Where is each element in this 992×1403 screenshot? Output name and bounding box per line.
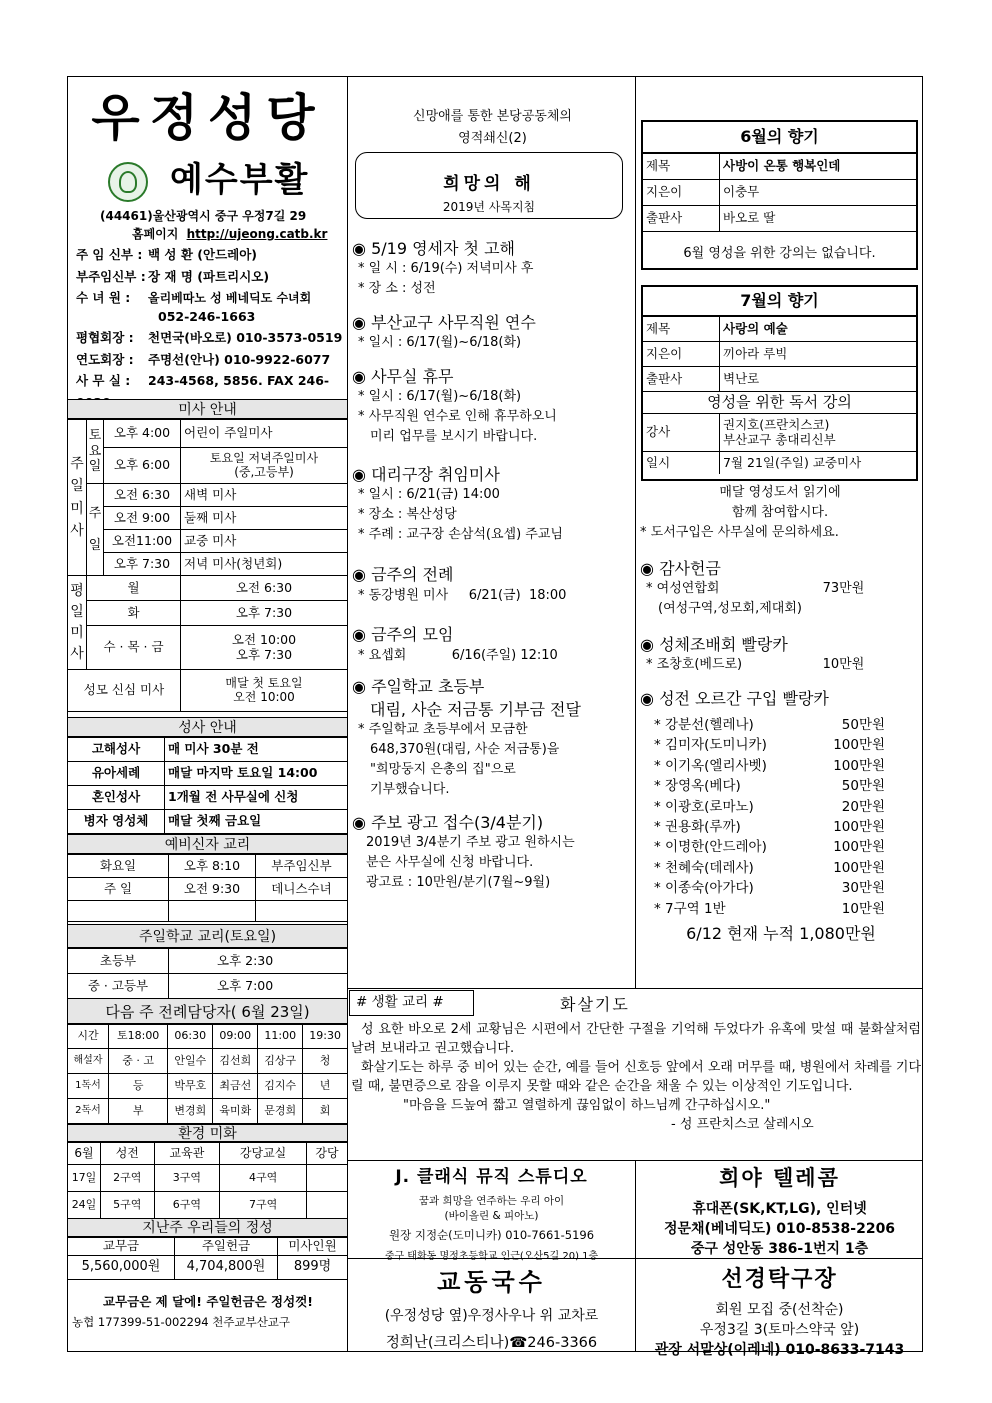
- book-value: 끼아라 루빅: [720, 342, 917, 367]
- donor-name: 이광호(로마노): [665, 798, 754, 815]
- donor-name: 김미자(도미니카): [665, 737, 767, 754]
- bullet-icon: ◉: [352, 239, 366, 258]
- offering-header: 지난주 우리들의 정성: [67, 1218, 348, 1237]
- notice-item: ◉ 5/19 영세자 첫 고해 * 일 시 : 6/19(수) 저녁미사 후 * 장 소 : 성전: [352, 239, 534, 296]
- july-table: [643, 316, 916, 474]
- mass-time: 오전11:00: [104, 530, 181, 553]
- offering-value: 5,560,000원: [68, 1256, 175, 1280]
- sundayschool-header: 주일학교 교리(토요일): [67, 924, 348, 948]
- divider-right: [635, 76, 636, 988]
- july-title: 7월의 향기: [643, 287, 916, 316]
- june-table: [643, 153, 916, 232]
- liturgy-col: 시간: [68, 1025, 109, 1049]
- sacrament-value: 매달 마지막 토요일 14:00: [165, 762, 348, 786]
- beautify-cell: 6구역: [154, 1192, 220, 1219]
- parish-logo: [108, 162, 148, 202]
- divider-life: [347, 988, 923, 989]
- donor-amount: 100만원: [833, 839, 886, 856]
- mass-name: 토요일 저녁주일미사 (중,고등부): [181, 448, 348, 484]
- school-time: 오후 2:30: [169, 949, 348, 974]
- thanks-section: ◉ 감사헌금 * 여성연합회 73만원 (여성구역,성모회,제대회): [640, 559, 865, 616]
- donor-amount: 30만원: [841, 880, 886, 897]
- life-title: 화살기도: [560, 995, 630, 1014]
- sacrament-key: 고해성사: [68, 738, 165, 762]
- liturgy-cell: 등: [109, 1074, 168, 1099]
- weekday-time: 오전 6:30: [181, 576, 348, 601]
- june-note: 6월 영성을 위한 강의는 없습니다.: [683, 246, 876, 261]
- donor-amount: 100만원: [833, 859, 886, 876]
- offering-col: 주일헌금: [175, 1238, 278, 1256]
- notice-list: [352, 236, 634, 900]
- reading-note: 매달 영성도서 읽기에 함께 참여합시다. * 도서구입은 사무실에 문의하세요.: [640, 485, 841, 540]
- sacrament-key: 병자 영성체: [68, 810, 165, 834]
- mary-mass-value: 매달 첫 토요일 오전 10:00: [181, 670, 348, 712]
- lecture-key: 강사: [643, 414, 720, 452]
- saturday-label: 토요일: [87, 420, 104, 484]
- donor-name: 이종숙(아가다): [665, 880, 754, 897]
- staff-row: 부주임신부 : 장 재 명 (파트리시오): [76, 268, 270, 284]
- sacrament-value: 매 미사 30분 전: [165, 738, 348, 762]
- book-value: 벽난로: [720, 367, 917, 392]
- catechumen-table: [67, 854, 348, 922]
- parish-subtitle: 예수부활: [170, 160, 310, 200]
- liturgy-col: 09:00: [213, 1025, 258, 1049]
- book-key: 제목: [643, 154, 720, 180]
- liturgy-cell: 최금선: [213, 1074, 258, 1099]
- book-key: 지은이: [643, 180, 720, 206]
- donor-row: * 이명한(안드레아) 100만원: [640, 837, 922, 857]
- donor-row: * 7구역 1반 10만원: [640, 899, 922, 919]
- school-time: 오후 7:00: [169, 974, 348, 999]
- donor-name: 장영옥(베다): [665, 778, 741, 795]
- bullet-icon: ◉: [352, 465, 366, 484]
- life-label: # 생활 교리 #: [349, 990, 474, 1016]
- weekday: 화: [87, 601, 181, 626]
- organ-total: 6/12 현재 누적 1,080만원: [686, 924, 876, 944]
- beautify-cell: 4구역: [220, 1165, 307, 1192]
- beautify-cell: 17일: [68, 1165, 101, 1192]
- weekday-time: 오전 10:00 오후 7:30: [181, 626, 348, 670]
- ad-noodle: 교동국수 (우정성당 옆)우정사우나 위 교차로 정희난(크리스티나)☎246-3366: [384, 1268, 599, 1351]
- beautify-cell: [307, 1192, 348, 1219]
- sundayschool-table: [67, 948, 348, 999]
- lecture-title: 영성을 위한 독서 강의: [643, 392, 916, 414]
- notice-item: ◉ 사무실 휴무 * 일시 : 6/17(월)~6/18(화) * 사무직원 연수로 인해 휴무하오니 미리 업무를 보시기 바랍니다.: [352, 367, 557, 444]
- sacrament-value: 1개월 전 사무실에 신청: [165, 786, 348, 810]
- liturgy-cell: 년: [303, 1074, 348, 1099]
- bullet-icon: ◉: [640, 635, 654, 654]
- june-title: 6월의 향기: [643, 122, 916, 153]
- mass-time: 오후 7:30: [104, 553, 181, 576]
- catechumen-header: 예비신자 교리: [67, 834, 348, 854]
- donor-amount: 100만원: [833, 757, 886, 774]
- donor-amount: 100만원: [833, 737, 886, 754]
- notice-item: ◉ 주일학교 초등부 대림, 사순 저금통 기부금 전달 * 주일학교 초등부에서 모금한 648,370원(대림, 사순 저금통)을 "희망둥지 은총의 집"으로 기부했습니다.: [352, 677, 581, 797]
- book-key: 지은이: [643, 342, 720, 367]
- july-box: [641, 285, 918, 481]
- mass-time: 오후 4:00: [104, 420, 181, 448]
- beautify-cell: 2구역: [101, 1165, 155, 1192]
- life-paragraph: 화살기도는 하루 중 비어 있는 순간, 예를 들어 신호등 앞에서 오래 머무를 때, 병원에서 차례를 기다릴 때, 불면증으로 잠을 이루지 못할 때와 같은 순간을 채울 수 있는 이상적인 기도입니다.: [351, 1060, 922, 1094]
- bullet-icon: ◉: [352, 313, 366, 332]
- donor-name: 권용화(루까): [665, 819, 741, 836]
- bullet-icon: ◉: [352, 813, 366, 832]
- liturgy-cell: 1독서: [68, 1074, 109, 1099]
- beautify-col: 강당교실: [220, 1143, 307, 1165]
- divider-ads-v: [635, 1160, 636, 1352]
- beautify-header: 환경 미화: [67, 1124, 348, 1142]
- liturgy-col: 토18:00: [109, 1025, 168, 1049]
- liturgy-cell: 해설자: [68, 1049, 109, 1074]
- organ-section: ◉ 성전 오르간 구입 빨랑카 * 강분선(헬레나) 50만원 * 김미자(도미니카) 100만원 * 이기옥(엘리사벳) 100만원 * 장영옥(베다) 50만원 * 이광호(로마노) 20만원 * 권용화(루까) 100만원 * 이명한(안드레아) 100만원 * 천혜숙(데레사) 100만원 * 이종숙(아가다) 30만원 * 7구역 1반 10만원 6/12 현재 누적 1,080만원: [640, 686, 922, 944]
- school-grade: 초등부: [68, 949, 169, 974]
- hope-title: 희망의 해: [443, 174, 535, 194]
- book-key: 출판사: [643, 367, 720, 392]
- weekday: 수 · 목 · 금: [87, 626, 181, 670]
- notice-item: ◉ 금주의 모임 * 요셉회 6/16(주일) 12:10: [352, 625, 558, 663]
- book-key: 제목: [643, 317, 720, 342]
- liturgy-col: 19:30: [303, 1025, 348, 1049]
- logo-mark: [119, 171, 137, 193]
- lecture-value: 권지호(프란치스코) 부산교구 총대리신부: [720, 414, 917, 452]
- staff-list: [76, 244, 344, 413]
- book-value: 바오로 딸: [720, 206, 917, 232]
- donor-row: * 천혜숙(데레사) 100만원: [640, 858, 922, 878]
- beautify-col: 6월: [68, 1143, 101, 1165]
- mass-name: 새벽 미사: [181, 484, 348, 507]
- class-time: 오전 9:30: [169, 878, 256, 901]
- book-value: 이충무: [720, 180, 917, 206]
- liturgy-col: 06:30: [168, 1025, 213, 1049]
- liturgy-cell: 부: [109, 1099, 168, 1124]
- book-value: 사랑의 예술: [720, 317, 917, 342]
- homepage: [132, 225, 327, 242]
- staff-row: 주 임 신부 : 백 성 환 (안드레아): [76, 247, 258, 262]
- bullet-icon: ◉: [352, 565, 366, 584]
- mass-name: 저녁 미사(청년회): [181, 553, 348, 576]
- bullet-icon: ◉: [640, 559, 654, 578]
- weekday: 월: [87, 576, 181, 601]
- beautify-cell: 24일: [68, 1192, 101, 1219]
- donor-name: 강분선(헬레나): [665, 717, 754, 733]
- ad-tabletennis: 선경탁구장 회원 모집 중(선착순) 우정3길 3(토마스약국 앞) 관장 서말상(이레네) 010-8633-7143: [654, 1267, 905, 1358]
- homepage-link[interactable]: http://ujeong.catb.kr: [186, 227, 328, 241]
- life-body: [351, 1020, 921, 1134]
- class-teacher: 부주임신부: [256, 855, 348, 878]
- sunday-label: 주일: [87, 484, 104, 576]
- donor-row: * 이광호(로마노) 20만원: [640, 797, 922, 817]
- mass-table: [67, 419, 348, 712]
- class-teacher: 데니스수녀: [256, 878, 348, 901]
- mass-time: 오전 9:00: [104, 507, 181, 530]
- motto: 신망애를 통한 본당공동체의 영적쇄신(2): [413, 109, 572, 146]
- parish-title: 우정성당: [91, 89, 325, 147]
- liturgy-cell: 김상구: [258, 1049, 303, 1074]
- lecture-key: 일시: [643, 452, 720, 474]
- class-day: 화요일: [68, 855, 169, 878]
- beautify-col: 성전: [101, 1143, 155, 1165]
- school-grade: 중 · 고등부: [68, 974, 169, 999]
- notice-item: ◉ 금주의 전례 * 동강병원 미사 6/21(금) 18:00: [352, 565, 567, 603]
- liturgy-col: 11:00: [258, 1025, 303, 1049]
- ad-music-studio: J. 클래식 뮤직 스튜디오 꿈과 희망을 연주하는 우리 아이 (바이올린 & 피아노) 원장 지정순(도미니카) 010-7661-5196 중구 태화동 명정초등학교 인근(오산5길 20) 1층: [384, 1167, 599, 1262]
- donor-name: 이명한(안드레아): [665, 839, 767, 856]
- donor-row: * 이종숙(아가다) 30만원: [640, 878, 922, 898]
- book-key: 출판사: [643, 206, 720, 232]
- beautify-col: 강당: [307, 1143, 348, 1165]
- hope-box: [355, 152, 623, 219]
- donor-row: * 장영옥(베다) 50만원: [640, 776, 922, 796]
- ad-telecom: 희야 텔레콤 휴대폰(SK,KT,LG), 인터넷 정문채(베네딕도) 010-8538-2206 중구 성안동 386-1번지 1층: [663, 1166, 896, 1257]
- beautify-cell: 5구역: [101, 1192, 155, 1219]
- liturgy-cell: 문경희: [258, 1099, 303, 1124]
- donor-amount: 50만원: [841, 778, 886, 795]
- sunday-mass-label: 주일미사: [68, 420, 87, 576]
- bullet-icon: ◉: [352, 367, 366, 386]
- liturgy-cell: 육미화: [213, 1099, 258, 1124]
- donor-row: * 강분선(헬레나) 50만원: [640, 715, 922, 735]
- offering-value: 4,704,800원: [175, 1256, 278, 1280]
- mass-time: 오전 6:30: [104, 484, 181, 507]
- weekday-mass-label: 평일미사: [68, 576, 87, 670]
- liturgy-table: [67, 1024, 348, 1124]
- liturgy-cell: 변경희: [168, 1099, 213, 1124]
- liturgy-cell: 김선희: [213, 1049, 258, 1074]
- liturgy-cell: 중 · 고: [109, 1049, 168, 1074]
- liturgy-cell: 안일수: [168, 1049, 213, 1074]
- liturgy-cell: 회: [303, 1099, 348, 1124]
- beautify-cell: 3구역: [154, 1165, 220, 1192]
- staff-row: 수 녀 원 : 올리베따노 성 베네딕도 수녀회: [76, 290, 312, 305]
- donor-name: 천혜숙(데레사): [665, 859, 754, 876]
- weekday-time: 오후 7:30: [181, 601, 348, 626]
- donor-amount: 10만원: [841, 900, 886, 917]
- donor-row: * 권용화(루까) 100만원: [640, 817, 922, 837]
- staff-row: 사 무 실 : 243-4568, 5856. FAX 246-: [76, 373, 330, 388]
- beautify-col: 교육관: [154, 1143, 220, 1165]
- offering-table: [67, 1237, 348, 1280]
- donor-amount: 20만원: [841, 798, 886, 815]
- beautify-table: [67, 1142, 348, 1219]
- staff-row: 연도회장 : 주명선(안나) 010-9922-6077: [76, 351, 331, 367]
- sacrament-table: [67, 737, 348, 834]
- mass-name: 교중 미사: [181, 530, 348, 553]
- mary-mass-label: 성모 신심 미사: [68, 670, 181, 712]
- class-time: 오후 8:10: [169, 855, 256, 878]
- donor-name: 7구역 1반: [665, 900, 726, 917]
- homepage-label: 홈페이지: [132, 227, 179, 241]
- donor-row: * 김미자(도미니카) 100만원: [640, 735, 922, 755]
- offering-col: 미사인원: [278, 1238, 348, 1256]
- liturgy-cell: 청: [303, 1049, 348, 1074]
- staff-row: 052-246-1663: [158, 308, 256, 324]
- sacrament-key: 유아세례: [68, 762, 165, 786]
- bullet-icon: ◉: [352, 625, 366, 644]
- notice-item: ◉ 주보 광고 접수(3/4분기) 2019년 3/4분기 주보 광고 원하시는 분은 사무실에 신청 바랍니다. 광고료 : 10만원/분기(7월~9월): [352, 813, 575, 890]
- donor-row: * 이기옥(엘리사벳) 100만원: [640, 756, 922, 776]
- beautify-cell: [307, 1165, 348, 1192]
- bullet-icon: ◉: [352, 677, 366, 696]
- book-value: 사방이 온통 행복인데: [720, 154, 917, 180]
- mass-time: 오후 6:00: [104, 448, 181, 484]
- notice-item: ◉ 부산교구 사무직원 연수 * 일시 : 6/17(월)~6/18(화): [352, 313, 536, 350]
- sacrament-value: 매달 첫째 금요일: [165, 810, 348, 834]
- tabernacle-section: ◉ 성체조배회 빨랑카 * 조창호(베드로) 10만원: [640, 635, 865, 672]
- mass-name: 둘째 미사: [181, 507, 348, 530]
- bank-account: 농협 177399-51-002294 천주교부산교구: [72, 1315, 291, 1329]
- lecture-value: 7월 21일(주일) 교중미사: [720, 452, 917, 474]
- liturgy-cell: 2독서: [68, 1099, 109, 1124]
- liturgy-cell: 김지수: [258, 1074, 303, 1099]
- life-cite: - 성 프란치스코 살레시오: [671, 1117, 814, 1132]
- notice-item: ◉ 대리구장 취임미사 * 일시 : 6/21(금) 14:00 * 장소 : 복산성당 * 주례 : 교구장 손삼석(요셉) 주교님: [352, 465, 563, 542]
- offering-slogan: 교무금은 제 달에! 주일헌금은 정성껏!: [103, 1294, 313, 1309]
- offering-value: 899명: [278, 1256, 348, 1280]
- bullet-icon: ◉: [640, 689, 654, 708]
- liturgy-header: 다음 주 전례담당자( 6월 23일): [67, 998, 348, 1024]
- donor-amount: 50만원: [841, 717, 886, 733]
- offering-col: 교무금: [68, 1238, 175, 1256]
- mass-name: 어린이 주일미사: [181, 420, 348, 448]
- sacrament-key: 혼인성사: [68, 786, 165, 810]
- liturgy-cell: 박무호: [168, 1074, 213, 1099]
- life-paragraph: 성 요한 바오로 2세 교황님은 시편에서 간단한 구절을 기억해 두었다가 유혹에 맞설 때 불화살처럼 날려 보내라고 권고했습니다.: [351, 1022, 921, 1056]
- donor-amount: 100만원: [833, 819, 886, 836]
- class-day: 주 일: [68, 878, 169, 901]
- mass-header: 미사 안내: [67, 399, 348, 419]
- hope-subtitle: 2019년 사목지침: [442, 200, 536, 214]
- june-box: [641, 120, 918, 270]
- life-quote: "마음을 드높여 짧고 열렬하게 끊임없이 하느님께 간구하십시오.": [403, 1098, 771, 1113]
- staff-row: 평협회장 : 천면국(바오로) 010-3573-0519: [76, 330, 343, 345]
- beautify-cell: 7구역: [220, 1192, 307, 1219]
- donor-name: 이기옥(엘리사벳): [665, 757, 767, 774]
- sacrament-header: 성사 안내: [67, 717, 348, 737]
- parish-address: (44461)울산광역시 중구 우정7길 29: [100, 209, 307, 223]
